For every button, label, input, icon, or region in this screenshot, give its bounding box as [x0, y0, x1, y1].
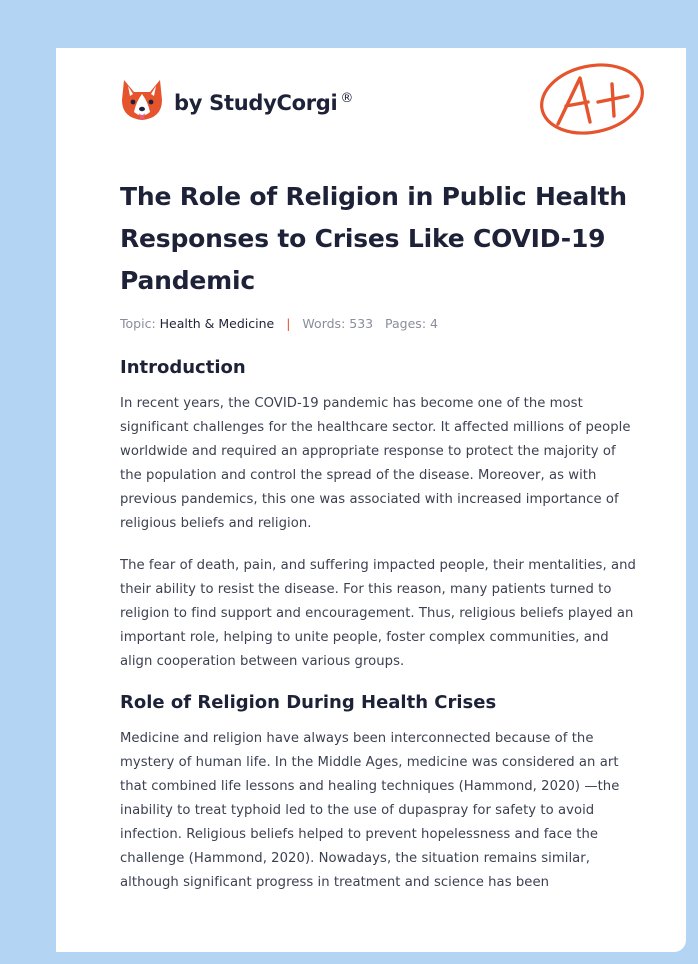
studycorgi-logo[interactable] — [120, 76, 353, 122]
section-introduction — [120, 357, 640, 674]
registered-mark: ® — [340, 91, 354, 106]
topic-label: Topic: — [120, 316, 156, 331]
section-heading: Introduction — [120, 357, 246, 378]
document-page — [56, 48, 686, 952]
paragraph: Medicine and religion have always been interconnected because of the mystery of human life. In the Middle Ages, medicine was considered an art that combined life lessons and healing techniques (Hammond, 2020) —the inability to treat typhoid led to the use of dupaspray for safety to avoid infection. Religious beliefs helped to prevent hopelessness and face the challenge (Hammond, 2020). Nowadays, the situation remains similar, although significant progress in treatment and science has been — [120, 731, 620, 890]
meta-separator: | — [286, 316, 291, 331]
brand-name: by StudyCorgi ® — [174, 91, 354, 115]
paragraph: The fear of death, pain, and suffering impacted people, their mentalities, and their ability to resist the disease. For this reason, many patients turned to religion to find support and encouragement. Thus, religious beliefs played an important role, helping to unite people, foster complex communities, and align cooperation between various groups. — [120, 558, 636, 669]
pages-label: Pages: — [385, 316, 427, 331]
document-title: The Role of Religion in Public Health Responses to Crises Like COVID-19 Pandemic — [120, 182, 627, 295]
pages-count: 4 — [430, 316, 438, 331]
topic-link[interactable]: Health & Medicine — [159, 316, 275, 331]
section-heading: Role of Religion During Health Crises — [120, 692, 497, 713]
document-meta — [120, 316, 640, 331]
a-plus-grade-badge — [536, 60, 648, 140]
corgi-icon — [120, 76, 164, 122]
words-count: 533 — [349, 316, 374, 331]
section-role-of-religion — [120, 692, 640, 895]
document-content — [120, 176, 640, 895]
paragraph: In recent years, the COVID-19 pandemic has become one of the most significant challenges for the healthcare sector. It affected millions of people worldwide and required an appropriate response to protect the majority of the population and control the spread of the disease. Moreover, as with previous pandemics, this one was associated with increased importance of religious beliefs and religion. — [120, 396, 631, 531]
words-label: Words: — [302, 316, 346, 331]
